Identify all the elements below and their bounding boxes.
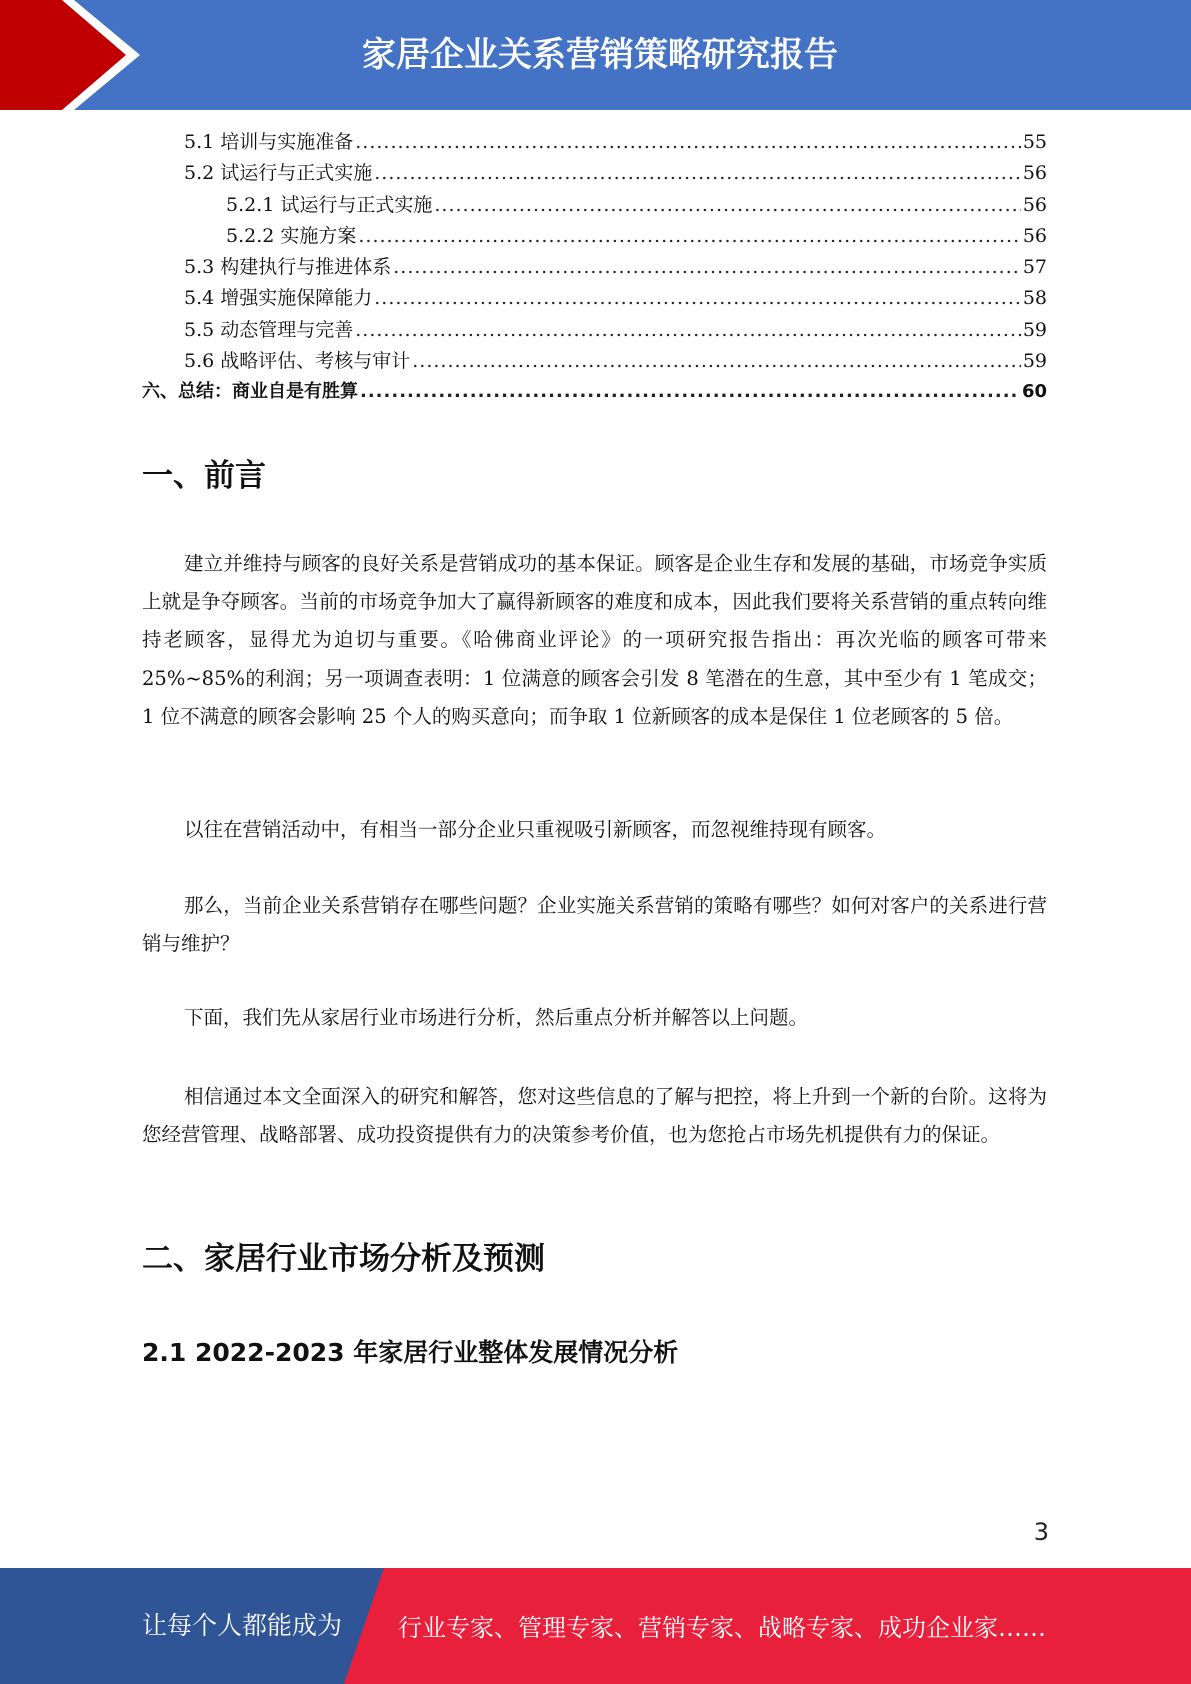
toc-entry[interactable] (226, 221, 1047, 252)
toc-entry-title: 六、总结：商业自是有胜算 (142, 381, 358, 403)
toc-leader-dots (360, 381, 1020, 402)
toc-entry-page: 56 (1022, 162, 1047, 185)
footer-slogan-left: 让每个人都能成为 (142, 1611, 343, 1640)
toc-leader-dots (358, 225, 1020, 247)
toc-entry[interactable] (184, 346, 1047, 377)
toc-entry-title: 5.2 试运行与正式实施 (184, 162, 373, 185)
toc-entry[interactable] (184, 158, 1047, 189)
toc-leader-dots (393, 256, 1021, 278)
toc-entry[interactable] (184, 283, 1047, 314)
paragraph: 以往在营销活动中，有相当一部分企业只重视吸引新顾客，而忽视维持现有顾客。 (184, 818, 887, 841)
page-footer (0, 1568, 1191, 1684)
header-arrow-decoration (0, 0, 160, 110)
page-number: 3 (1033, 1518, 1049, 1546)
paragraph: 相信通过本文全面深入的研究和解答，您对这些信息的了解与把控，将上升到一个新的台阶。这将为您经营管理、战略部署、成功投资提供有力的决策参考价值，也为您抢占市场先机提供有力的保证。 (142, 1085, 1047, 1147)
toc-leader-dots (374, 287, 1021, 309)
toc-entry-page: 58 (1022, 287, 1047, 310)
toc-entry-title: 5.6 战略评估、考核与审计 (184, 350, 411, 373)
toc-entry-title: 5.5 动态管理与完善 (184, 318, 354, 341)
toc-leader-dots (355, 131, 1021, 153)
table-of-contents (0, 127, 1191, 409)
toc-entry-title: 5.1 培训与实施准备 (184, 131, 354, 153)
toc-leader-dots (412, 350, 1021, 372)
toc-entry-title: 5.4 增强实施保障能力 (184, 287, 373, 310)
toc-entry[interactable] (226, 190, 1047, 221)
toc-leader-dots (374, 162, 1021, 184)
toc-entry-title: 5.3 构建执行与推进体系 (184, 256, 392, 279)
toc-entry-title: 5.2.1 试运行与正式实施 (226, 193, 433, 216)
report-title: 家居企业关系营销策略研究报告 (362, 35, 838, 75)
toc-entry-page: 56 (1022, 193, 1047, 216)
toc-leader-dots (355, 319, 1021, 341)
page-header (0, 0, 1191, 110)
toc-entry[interactable] (184, 252, 1047, 283)
toc-entry-page: 59 (1022, 350, 1047, 373)
subsection-heading: 2.1 2022-2023 年家居行业整体发展情况分析 (142, 1338, 679, 1367)
toc-entry-page: 55 (1022, 131, 1047, 153)
toc-entry-title: 5.2.2 实施方案 (226, 224, 357, 247)
paragraph: 建立并维持与顾客的良好关系是营销成功的基本保证。顾客是企业生存和发展的基础，市场竞争实质上就是争夺顾客。当前的市场竞争加大了赢得新顾客的难度和成本，因此我们要将关系营销的重点转向维持老顾客，显得尤为迫切与重要。《哈佛商业评论》的一项研究报告指出：再次光临的顾客可带来 25%~85%的利润；另一项调查表明：1 位满意的顾客会引发 8 笔潜在的生意，其中至少有 1 笔成交；1 位不满意的顾客会影响 25 个人的购买意向；而争取 1 位新顾客的成本是保住 1 位老顾客的 5 倍。 (142, 552, 1047, 728)
toc-entry-page: 56 (1022, 224, 1047, 247)
paragraph: 那么，当前企业关系营销存在哪些问题？企业实施关系营销的策略有哪些？如何对客户的关系进行营销与维护？ (142, 894, 1047, 956)
toc-entry-page: 57 (1022, 256, 1047, 279)
section-heading-preface: 一、前言 (142, 458, 266, 494)
toc-entry-chapter[interactable] (142, 377, 1047, 408)
toc-entry-page: 59 (1022, 318, 1047, 341)
paragraph: 下面，我们先从家居行业市场进行分析，然后重点分析并解答以上问题。 (184, 1006, 809, 1029)
footer-slogan-right: 行业专家、管理专家、营销专家、战略专家、成功企业家…… (398, 1614, 1046, 1642)
toc-leader-dots (434, 194, 1020, 216)
toc-entry[interactable] (184, 315, 1047, 346)
toc-entry[interactable] (184, 127, 1047, 158)
section-heading-market-analysis: 二、家居行业市场分析及预测 (142, 1241, 545, 1277)
toc-entry-page: 60 (1021, 381, 1047, 403)
